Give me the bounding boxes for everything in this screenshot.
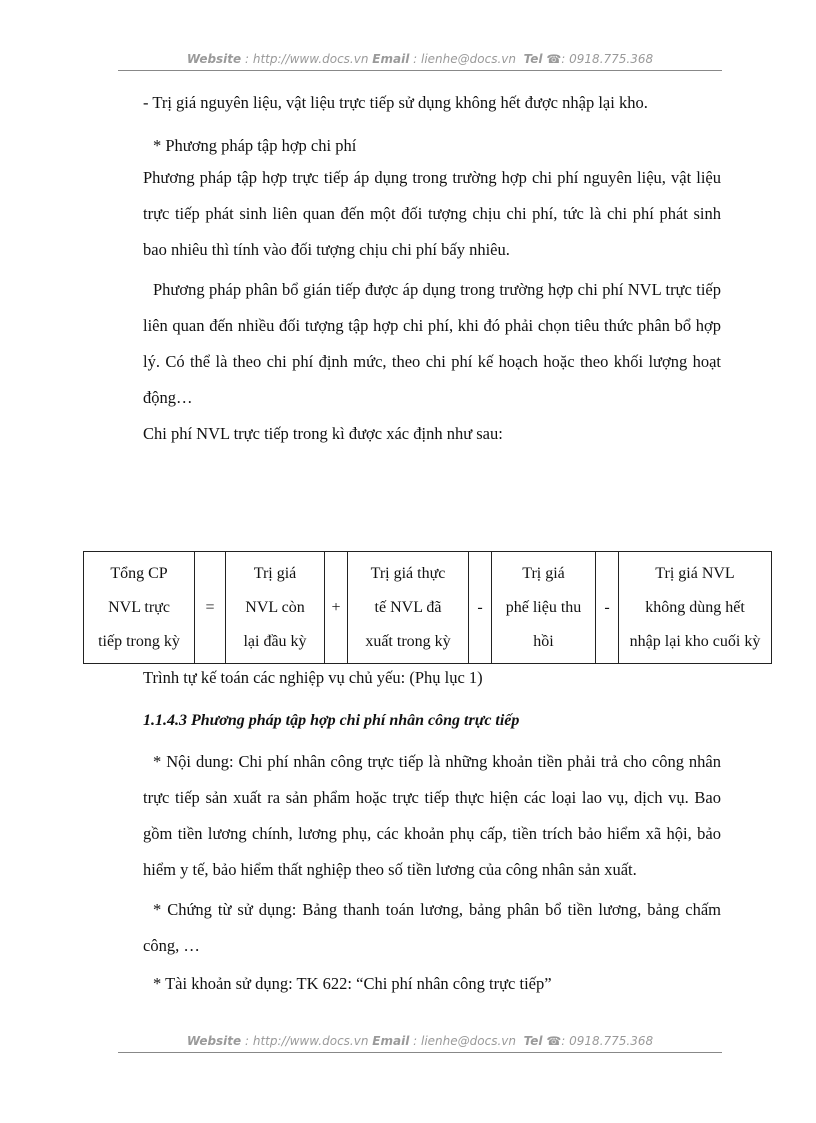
paragraph-5: Chi phí NVL trực tiếp trong kì được xác định như sau: [143,424,503,443]
footer-website-link[interactable]: : http://www.docs.vn [245,1034,369,1048]
formula-opening-value: Trị giá NVL còn lại đầu kỳ [226,552,325,664]
header-website-label: Website [186,52,242,66]
formula-table [83,551,772,664]
phone-icon: ☎ [546,52,562,66]
section-heading: 1.1.4.3 Phương pháp tập hợp chi phí nhân công trực tiếp [143,712,520,729]
paragraph-8: * Chứng từ sử dụng: Bảng thanh toán lương, bảng phân bổ tiền lương, bảng chấm công, … [143,900,721,955]
formula-issued-value: Trị giá thực tế NVL đã xuất trong kỳ [348,552,469,664]
formula-plus: + [325,552,348,664]
header-email-label: Email [372,52,410,66]
section-label: * Phương pháp tập hợp chi phí [153,136,357,155]
page-footer [118,1034,722,1048]
footer-email-label: Email [372,1034,410,1048]
paragraph-4: Phương pháp phân bổ gián tiếp được áp dụng trong trường hợp chi phí NVL trực tiếp liên quan đến nhiều đối tượng tập hợp chi phí, khi đó phải chọn tiêu thức phân bổ hợp lý. Có thể là theo chi phí định mức, theo chi phí kế hoạch hoặc theo khối lượng hoạt động… [143,280,721,407]
header-email-link[interactable]: : lienhe@docs.vn [413,52,516,66]
formula-minus-2: - [596,552,619,664]
header-tel-value: : 0918.775.368 [561,52,654,66]
footer-website-label: Website [186,1034,242,1048]
formula-minus-1: - [469,552,492,664]
header-website-link[interactable]: : http://www.docs.vn [245,52,369,66]
page-header [118,52,722,66]
paragraph-9: * Tài khoản sử dụng: TK 622: “Chi phí nhân công trực tiếp” [153,974,552,993]
phone-icon: ☎ [546,1034,562,1048]
footer-tel-value: : 0918.775.368 [561,1034,654,1048]
paragraph-7: * Nội dung: Chi phí nhân công trực tiếp là những khoản tiền phải trả cho công nhân trực tiếp sản xuất ra sản phẩm hoặc trực tiếp thực hiện các loại lao vụ, dịch vụ. Bao gồm tiền lương chính, lương phụ, các khoản phụ cấp, tiền trích bảo hiểm xã hội, bảo hiểm y tế, bảo hiểm thất nghiệp theo số tiền lương của công nhân sản xuất. [143,752,721,879]
header-tel-label: Tel [523,52,543,66]
formula-total-cost: Tổng CP NVL trực tiếp trong kỳ [84,552,195,664]
formula-unused-value: Trị giá NVL không dùng hết nhập lại kho cuối kỳ [619,552,772,664]
footer-tel-label: Tel [523,1034,543,1048]
formula-scrap-value: Trị giá phế liệu thu hồi [492,552,596,664]
header-divider [118,70,722,71]
formula-equals: = [195,552,226,664]
footer-divider [118,1052,722,1053]
paragraph-1: - Trị giá nguyên liệu, vật liệu trực tiếp sử dụng không hết được nhập lại kho. [143,93,648,112]
paragraph-6: Trình tự kế toán các nghiệp vụ chủ yếu: (Phụ lục 1) [143,668,483,687]
paragraph-3: Phương pháp tập hợp trực tiếp áp dụng trong trường hợp chi phí nguyên liệu, vật liệu trực tiếp phát sinh liên quan đến một đối tượng chịu chi phí, tức là chi phí phát sinh bao nhiêu thì tính vào đối tượng chịu chi phí bấy nhiêu. [143,168,721,259]
footer-email-link[interactable]: : lienhe@docs.vn [413,1034,516,1048]
